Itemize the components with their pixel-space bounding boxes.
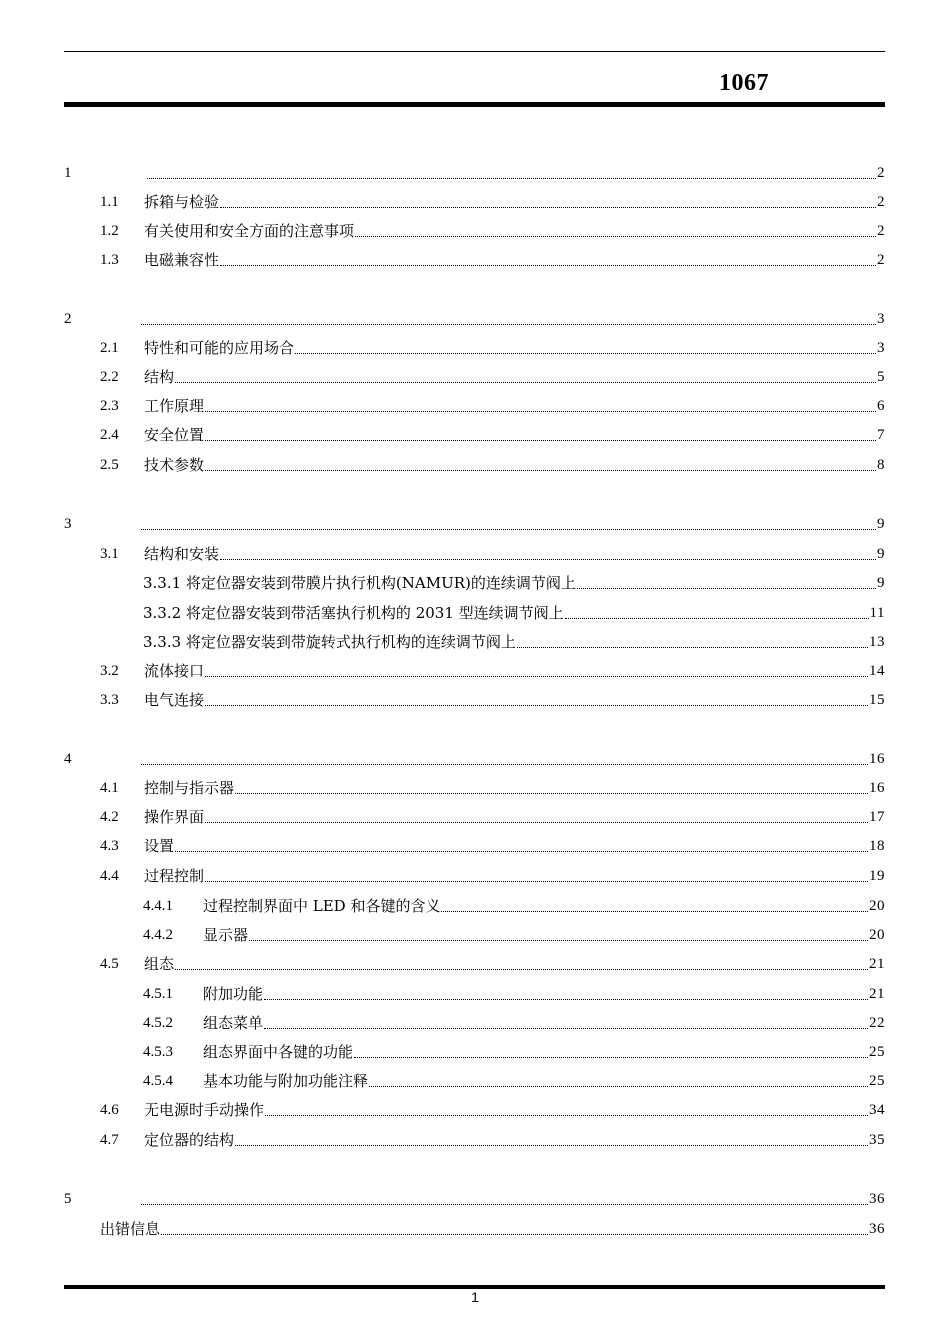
toc-dot-leader: [295, 352, 876, 354]
toc-entry-title: 出错信息: [100, 1220, 161, 1238]
toc-entry-page: 18: [869, 838, 885, 854]
toc-entry-page: 2: [877, 223, 885, 239]
toc-entry[interactable]: [100, 687, 885, 709]
toc-entry-title: 拆箱与检验: [144, 193, 220, 211]
toc-entry-title: 电气连接: [144, 691, 205, 709]
toc-entry-page: 16: [869, 751, 885, 767]
toc-entry[interactable]: [143, 893, 885, 915]
toc-dot-leader: [235, 792, 868, 794]
toc-dot-leader: [205, 821, 868, 823]
toc-entry-title: 组态: [144, 955, 175, 973]
toc-entry-title: 安全位置: [144, 426, 205, 444]
toc-entry[interactable]: [143, 922, 885, 944]
toc-entry-page: 9: [877, 575, 885, 591]
toc-entry-number: 4.1: [100, 780, 119, 796]
toc-dot-leader: [205, 675, 868, 677]
toc-entry-number: 2: [64, 311, 72, 327]
toc-dot-leader: [205, 410, 876, 412]
toc-dot-leader: [205, 439, 876, 441]
toc-entry-title: 流体接口: [144, 662, 205, 680]
toc-entry-number: 1.3: [100, 252, 119, 268]
toc-entry-number: 4.5.2: [143, 1015, 173, 1031]
toc-entry-number: 4.6: [100, 1102, 119, 1118]
toc-entry-number: 4.2: [100, 809, 119, 825]
toc-entry-title: 3.3.3 将定位器安装到带旋转式执行机构的连续调节阀上: [143, 633, 516, 651]
toc-entry[interactable]: [100, 1127, 885, 1149]
toc-entry-page: 2: [877, 165, 885, 181]
toc-entry-title: 组态菜单: [203, 1014, 264, 1032]
toc-entry[interactable]: [64, 306, 885, 328]
toc-entry[interactable]: [100, 863, 885, 885]
toc-entry[interactable]: [100, 422, 885, 444]
toc-dot-leader: [175, 381, 876, 383]
toc-dot-leader: [235, 1144, 868, 1146]
toc-entry-page: 19: [869, 868, 885, 884]
toc-dot-leader: [141, 1203, 868, 1205]
toc-entry-title: 显示器: [203, 926, 249, 944]
toc-entry-title: 结构和安装: [144, 545, 220, 563]
toc-entry-page: 9: [877, 516, 885, 532]
toc-entry-title: 3.3.1 将定位器安装到带膜片执行机构(NAMUR)的连续调节阀上: [143, 574, 576, 592]
toc-entry-title: 操作界面: [144, 808, 205, 826]
toc-entry-title: 工作原理: [144, 397, 205, 415]
toc-entry-number: 4.5: [100, 956, 119, 972]
toc-entry-page: 36: [869, 1221, 885, 1237]
toc-entry[interactable]: [100, 1097, 885, 1119]
toc-dot-leader: [517, 646, 868, 648]
toc-entry-page: 8: [877, 457, 885, 473]
toc-entry-number: 4.3: [100, 838, 119, 854]
toc-entry-number: 3: [64, 516, 72, 532]
toc-entry[interactable]: [100, 775, 885, 797]
toc-entry-number: 4.4.2: [143, 927, 173, 943]
toc-dot-leader: [147, 177, 876, 179]
toc-entry-page: 15: [869, 692, 885, 708]
toc-dot-leader: [369, 1085, 868, 1087]
toc-entry-title: 电磁兼容性: [144, 251, 220, 269]
toc-entry-number: 2.4: [100, 427, 119, 443]
toc-dot-leader: [264, 1027, 868, 1029]
toc-dot-leader: [175, 850, 868, 852]
toc-dot-leader: [355, 235, 876, 237]
toc-entry-number: 2.3: [100, 398, 119, 414]
toc-entry-page: 3: [877, 311, 885, 327]
toc-entry-page: 20: [869, 927, 885, 943]
toc-entry-page: 20: [869, 898, 885, 914]
toc-entry-number: 4.4.1: [143, 898, 173, 914]
toc-dot-leader: [205, 880, 868, 882]
toc-entry[interactable]: [100, 247, 885, 269]
toc-entry-page: 13: [869, 634, 885, 650]
toc-entry-title: 技术参数: [144, 456, 205, 474]
toc-entry-title: 设置: [144, 837, 175, 855]
toc-entry-title: 控制与指示器: [144, 779, 235, 797]
toc-entry-page: 11: [869, 605, 885, 621]
toc-dot-leader: [161, 1233, 868, 1235]
toc-entry[interactable]: [100, 452, 885, 474]
toc-entry-number: 1: [64, 165, 72, 181]
toc-dot-leader: [220, 206, 876, 208]
toc-entry-title: 特性和可能的应用场合: [144, 339, 295, 357]
toc-entry[interactable]: [143, 1068, 885, 1090]
toc-entry[interactable]: [64, 1186, 885, 1208]
toc-dot-leader: [354, 1056, 868, 1058]
toc-entry-page: 7: [877, 427, 885, 443]
toc-entry[interactable]: [143, 1010, 885, 1032]
toc-entry[interactable]: [143, 600, 885, 622]
toc-entry-page: 25: [869, 1044, 885, 1060]
toc-dot-leader: [141, 323, 876, 325]
toc-dot-leader: [205, 469, 876, 471]
toc-entry-page: 22: [869, 1015, 885, 1031]
toc-entry-number: 4.7: [100, 1132, 119, 1148]
toc-entry-number: 4: [64, 751, 72, 767]
toc-dot-leader: [565, 617, 869, 619]
toc-entry[interactable]: [64, 160, 885, 182]
toc-dot-leader: [205, 704, 868, 706]
toc-entry-page: 25: [869, 1073, 885, 1089]
toc-dot-leader: [220, 264, 876, 266]
toc-entry-title: 过程控制界面中 LED 和各键的含义: [203, 897, 441, 915]
toc-entry[interactable]: [100, 658, 885, 680]
toc-entry[interactable]: [100, 189, 885, 211]
toc-dot-leader: [220, 558, 876, 560]
toc-entry-number: 1.1: [100, 194, 119, 210]
document-number: 1067: [719, 70, 769, 96]
toc-entry-page: 21: [869, 986, 885, 1002]
toc-entry-number: 4.4: [100, 868, 119, 884]
toc-entry-page: 16: [869, 780, 885, 796]
toc-dot-leader: [441, 910, 868, 912]
toc-entry-number: 2.5: [100, 457, 119, 473]
toc-entry-title: 过程控制: [144, 867, 205, 885]
toc-entry-number: 4.5.4: [143, 1073, 173, 1089]
toc-dot-leader: [264, 998, 868, 1000]
toc-entry-page: 14: [869, 663, 885, 679]
toc-entry-page: 2: [877, 252, 885, 268]
toc-entry-page: 36: [869, 1191, 885, 1207]
toc-entry-title: 结构: [144, 368, 175, 386]
toc-entry-page: 21: [869, 956, 885, 972]
toc-entry[interactable]: [100, 1216, 885, 1238]
toc-entry-number: 5: [64, 1191, 72, 1207]
toc-entry-number: 3.3: [100, 692, 119, 708]
toc-entry-page: 34: [869, 1102, 885, 1118]
toc-entry[interactable]: [100, 364, 885, 386]
toc-entry-number: 4.5.3: [143, 1044, 173, 1060]
toc-entry-title: 基本功能与附加功能注释: [203, 1072, 369, 1090]
toc-entry[interactable]: [143, 629, 885, 651]
page-number: 1: [471, 1289, 479, 1305]
toc-entry-page: 5: [877, 369, 885, 385]
toc-dot-leader: [577, 587, 876, 589]
toc-dot-leader: [249, 939, 868, 941]
toc-entry-page: 3: [877, 340, 885, 356]
toc-entry-number: 2.2: [100, 369, 119, 385]
toc-entry[interactable]: [100, 393, 885, 415]
toc-entry[interactable]: [143, 981, 885, 1003]
toc-dot-leader: [265, 1114, 868, 1116]
toc-entry-title: 组态界面中各键的功能: [203, 1043, 354, 1061]
toc-entry[interactable]: [100, 833, 885, 855]
toc-entry[interactable]: [100, 218, 885, 240]
toc-entry-page: 17: [869, 809, 885, 825]
toc-entry-title: 有关使用和安全方面的注意事项: [144, 222, 355, 240]
toc-entry[interactable]: [100, 951, 885, 973]
toc-entry-title: 无电源时手动操作: [144, 1101, 265, 1119]
toc-entry[interactable]: [100, 541, 885, 563]
toc-entry-number: 3.1: [100, 546, 119, 562]
toc-dot-leader: [141, 528, 876, 530]
toc-entry[interactable]: [64, 746, 885, 768]
toc-entry-page: 2: [877, 194, 885, 210]
toc-entry-page: 35: [869, 1132, 885, 1148]
toc-entry-title: 3.3.2 将定位器安装到带活塞执行机构的 2031 型连续调节阀上: [143, 604, 564, 622]
toc-entry[interactable]: [64, 511, 885, 533]
toc-dot-leader: [175, 968, 868, 970]
toc-entry-title: 附加功能: [203, 985, 264, 1003]
toc-entry-number: 1.2: [100, 223, 119, 239]
toc-entry-page: 6: [877, 398, 885, 414]
toc-entry-number: 4.5.1: [143, 986, 173, 1002]
toc-entry-title: 定位器的结构: [144, 1131, 235, 1149]
toc-entry-page: 9: [877, 546, 885, 562]
toc-entry[interactable]: [100, 804, 885, 826]
toc-entry[interactable]: [143, 570, 885, 592]
toc-entry[interactable]: [143, 1039, 885, 1061]
toc-entry-number: 3.2: [100, 663, 119, 679]
toc-entry-number: 2.1: [100, 340, 119, 356]
toc-dot-leader: [141, 763, 868, 765]
toc-entry[interactable]: [100, 335, 885, 357]
